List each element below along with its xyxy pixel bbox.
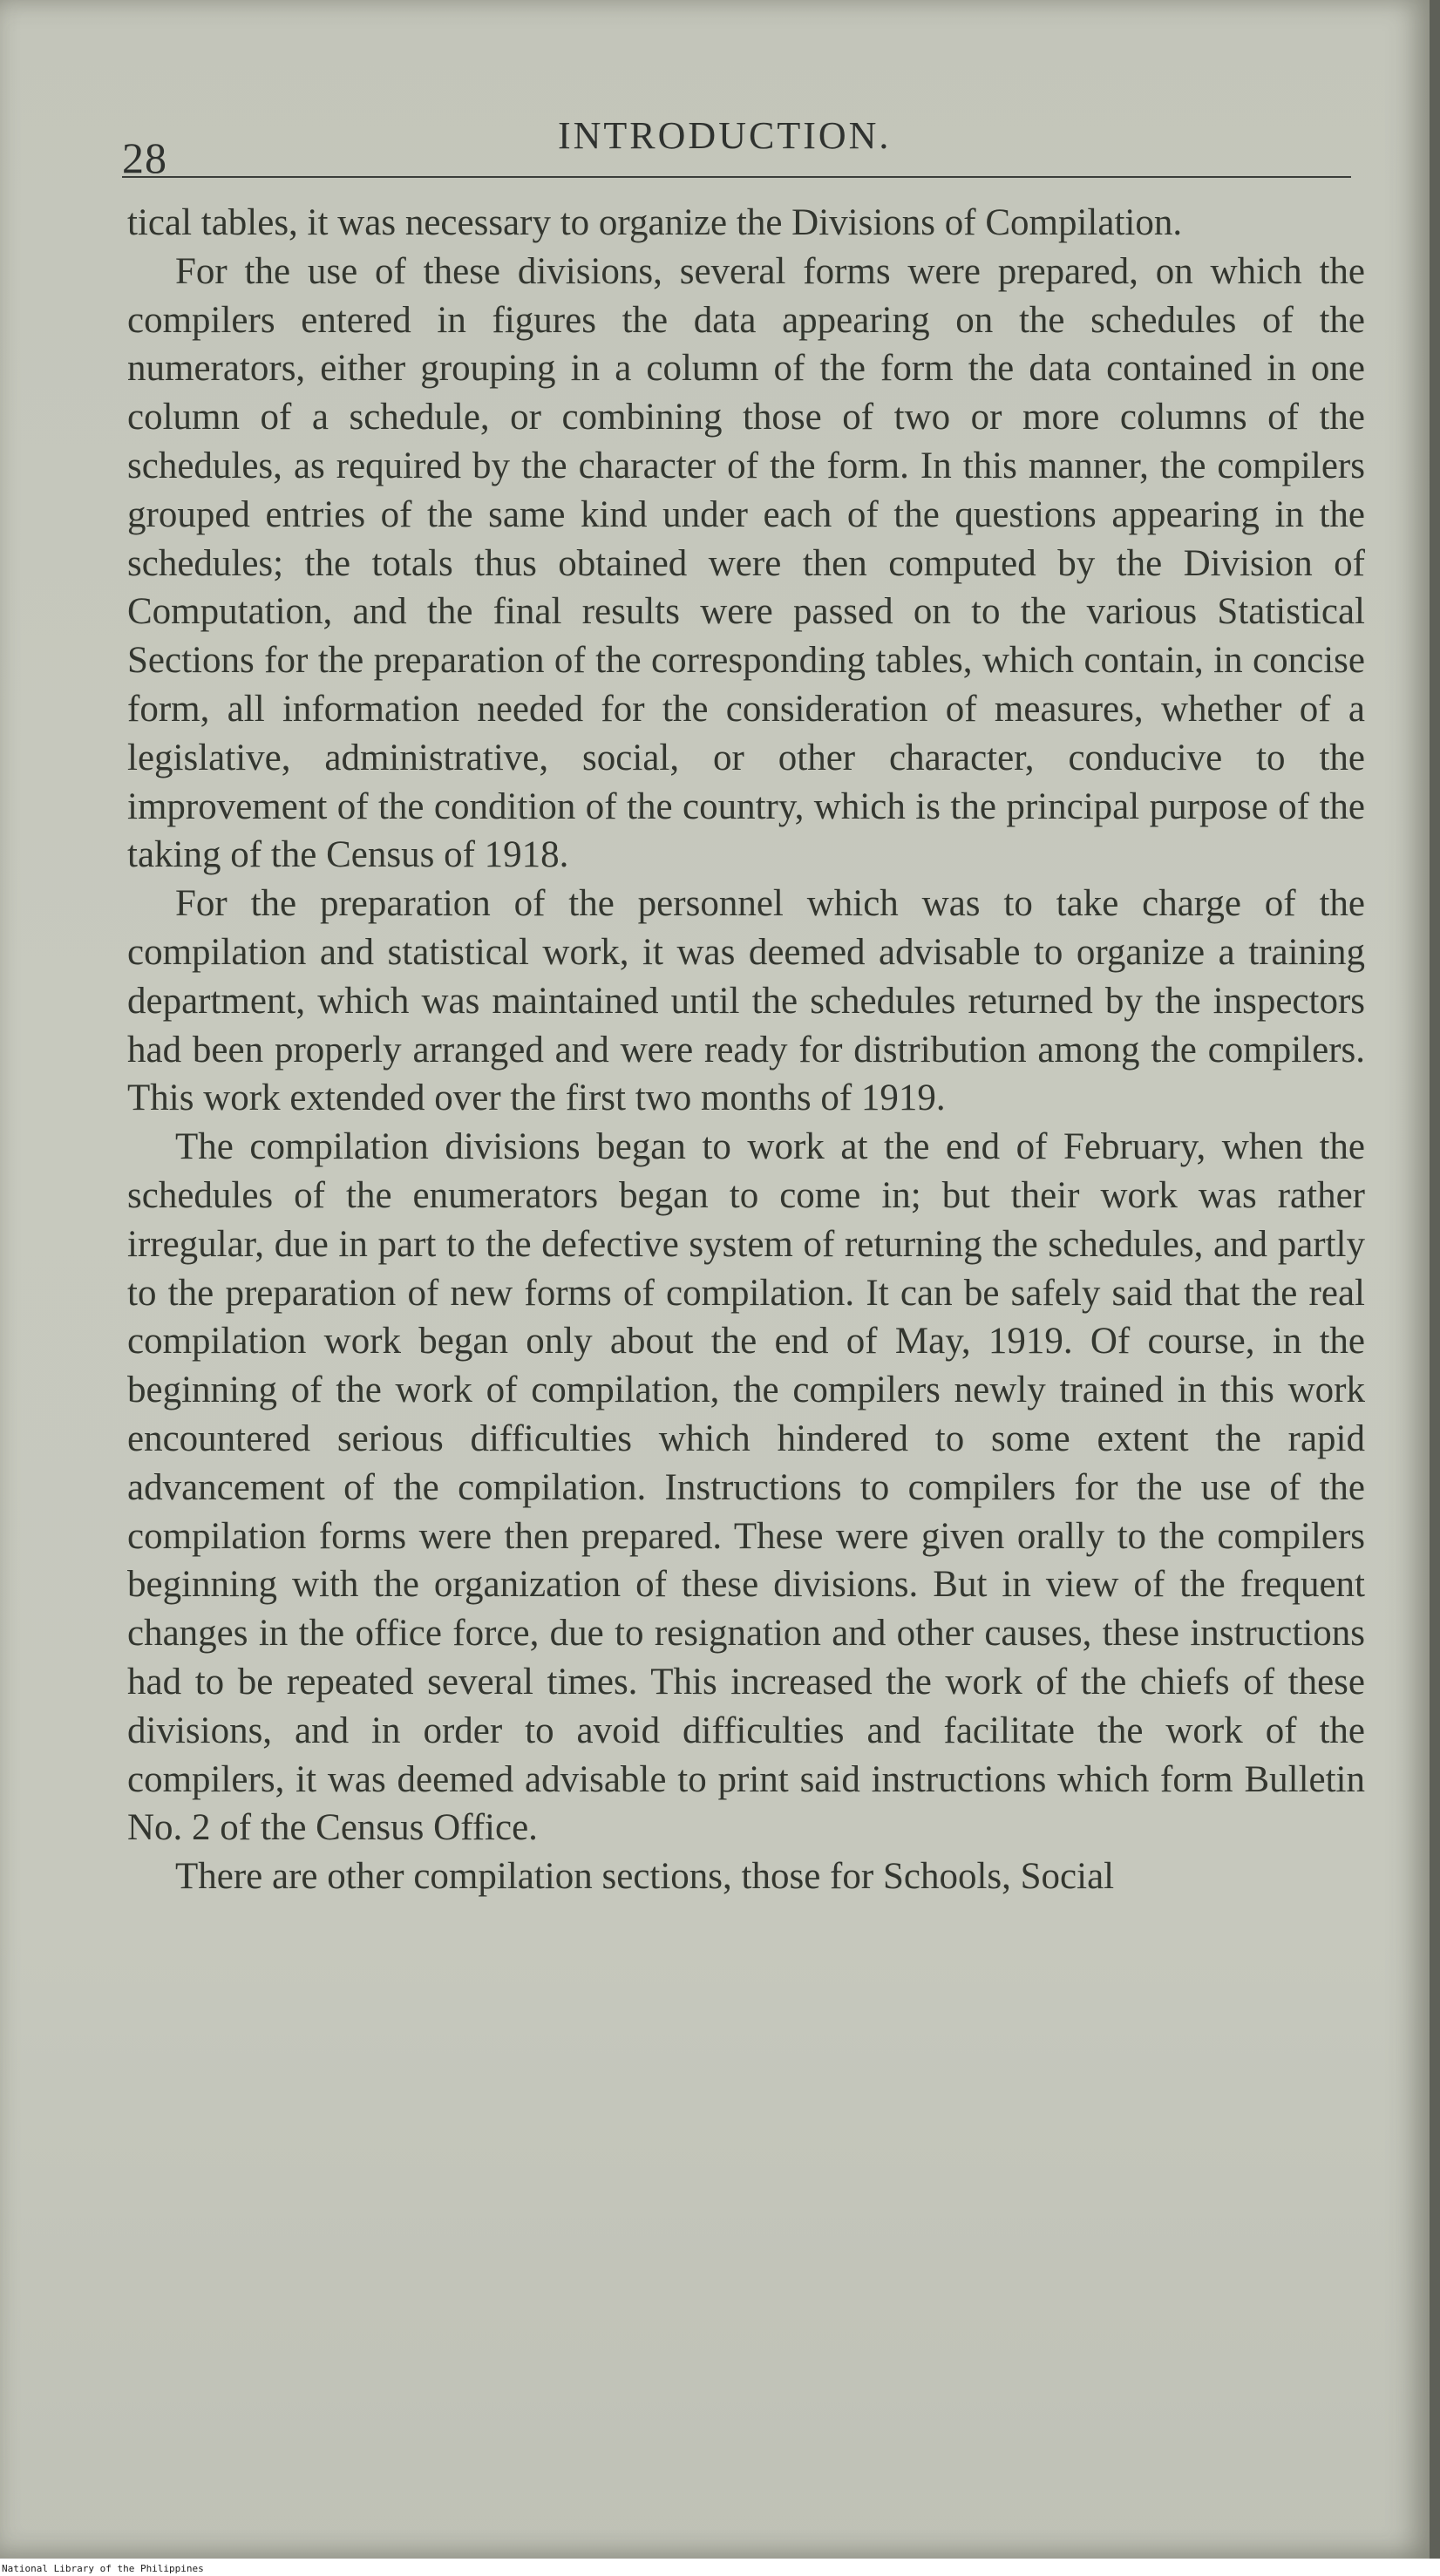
library-credit: National Library of the Philippines bbox=[2, 2563, 204, 2574]
page-number: 28 bbox=[122, 133, 167, 182]
body-text bbox=[127, 199, 1365, 1901]
paragraph-continuation: tical tables, it was necessary to organize the Divisions of Compilation. bbox=[127, 202, 1183, 243]
header-rule bbox=[122, 176, 1351, 178]
paragraph-compilation-divisions: The compilation divisions began to work at the end of February, when the schedules of the enumerators began to come in; but their work was rather irregular, due in part to the defective system of returning the schedules, and partly to the preparation of new forms of compilation. It can be safely said that the real compilation work began only about the end of May, 1919. Of course, in the beginning of the work of compilation, the compilers newly trained in this work encountered serious difficulties which hindered to some extent the rapid advancement of the compilation. Instructions to compilers for the use of the compilation forms were then prepared. These were given orally to the compilers beginning with the organization of these divisions. But in view of the frequent changes in the office force, due to resignation and other causes, these instructions had to be repeated several times. This increased the work of the chiefs of these divisions, and in order to avoid difficulties and facilitate the work of the compilers, it was deemed advisable to print said instructions which form Bulletin No. 2 of the Census Office. bbox=[127, 1126, 1365, 1849]
footer-strip bbox=[0, 2559, 1440, 2576]
paragraph-training: For the preparation of the personnel which was to take charge of the compilation and statistical work, it was deemed advisable to organize a training department, which was maintained until the schedules returned by the inspectors had been properly arranged and were ready for distribution among the compilers. This work extended over the first two months of 1919. bbox=[127, 883, 1365, 1119]
page-header bbox=[122, 113, 1351, 183]
paragraph-forms: For the use of these divisions, several forms were prepared, on which the compilers entered in figures the data appearing on the schedules of the numerators, either grouping in a column of the form the data contained in one column of a schedule, or combining those of two or more columns of the schedules, as required by the character of the form. In this manner, the compilers grouped entries of the same kind under each of the questions appearing in the schedules; the totals thus obtained were then computed by the Division of Computation, and the final results were passed on to the various Statistical Sections for the preparation of the corresponding tables, which contain, in concise form, all information needed for the consideration of measures, whether of a legislative, administrative, social, or other character, conducive to the improvement of the condition of the country, which is the principal purpose of the taking of the Census of 1918. bbox=[127, 250, 1365, 876]
paragraph-other-sections: There are other compilation sections, those for Schools, Social bbox=[175, 1856, 1115, 1898]
running-head: INTRODUCTION. bbox=[558, 114, 892, 157]
